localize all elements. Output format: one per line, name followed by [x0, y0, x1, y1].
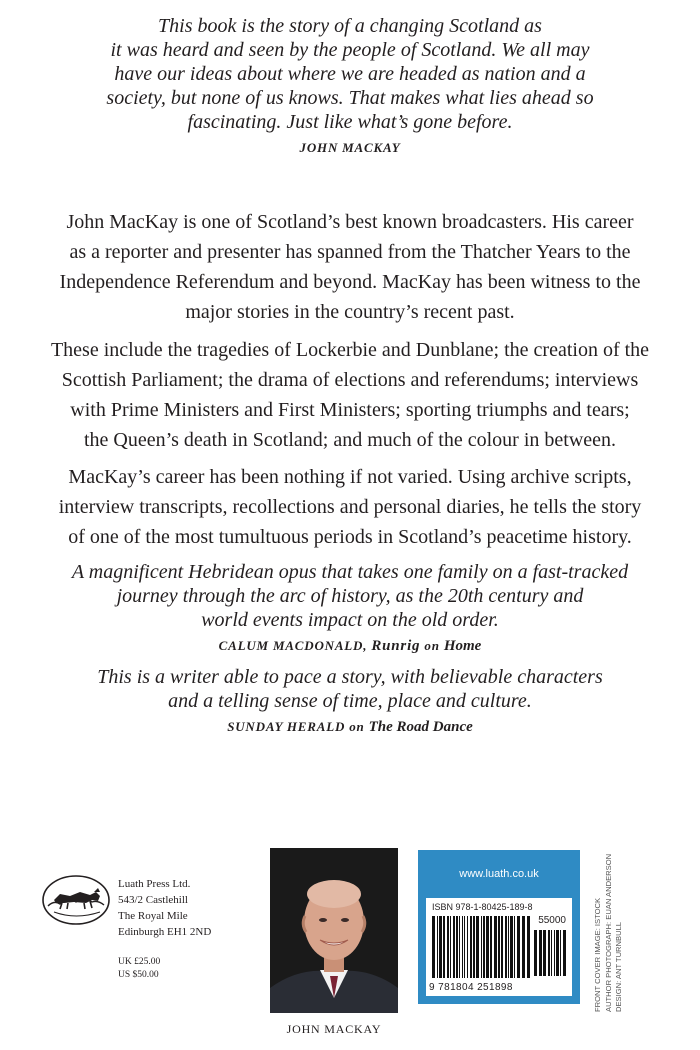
barcode-bar [539, 930, 542, 976]
barcode-bar [501, 916, 503, 978]
blurb-line: interview transcripts, recollections and personal diaries, he tells the story [58, 496, 642, 518]
author-photo-caption-text: JOHN MACKAY [286, 1022, 382, 1036]
barcode-bar [450, 916, 451, 978]
barcode-bar [522, 916, 525, 978]
barcode-bars [432, 916, 532, 978]
barcode-bar [490, 916, 492, 978]
barcode-bar [459, 916, 460, 978]
blurb-line: Scottish Parliament; the drama of elections and referendums; interviews [61, 369, 639, 391]
price-list [118, 956, 160, 982]
barcode-bar [437, 916, 438, 978]
blurb-line: major stories in the country’s recent past. [185, 301, 515, 323]
blurb-paragraph-3 [40, 462, 660, 552]
review-quote-line: A magnificent Hebridean opus that takes one family on a fast-tracked [71, 561, 629, 583]
blurb-line: These include the tragedies of Lockerbie and Dunblane; the creation of the [50, 339, 650, 361]
barcode-bar [456, 916, 458, 978]
addon-barcode-bars [534, 930, 568, 976]
barcode-bar [556, 930, 559, 976]
blurb-paragraph-1 [40, 207, 660, 327]
barcode-bar [462, 916, 463, 978]
quote-top-attribution [40, 136, 660, 160]
review-quote-line: This is a writer able to pace a story, with believable characters [97, 666, 603, 688]
barcode-bar [548, 930, 550, 976]
barcode-bar [563, 930, 566, 976]
publisher-address-line: 543/2 Castlehill [118, 894, 188, 906]
attribution-on: on [349, 719, 365, 734]
blurb-paragraph-2 [40, 335, 660, 455]
isbn-text: ISBN 978-1-80425-189-8 [432, 902, 533, 912]
barcode-bar [510, 916, 513, 978]
author-photo-caption [270, 1022, 398, 1037]
barcode-bar [486, 916, 489, 978]
barcode-bar [551, 930, 552, 976]
author-photo [270, 848, 398, 1013]
barcode-bar [464, 916, 465, 978]
reviewer-name: CALUM MACDONALD, [218, 638, 368, 653]
review-quote-1-attribution [40, 634, 660, 658]
quote-top-line: This book is the story of a changing Scotland as [158, 15, 542, 37]
cover-credits [593, 842, 625, 1012]
quote-top [40, 14, 660, 160]
blurb-line: the Queen’s death in Scotland; and much of the colour in between. [83, 429, 617, 451]
quote-top-line: society, but none of us knows. That makes what lies ahead so [106, 87, 594, 109]
barcode-bar [476, 916, 479, 978]
barcode-bar [505, 916, 507, 978]
barcode-bar [443, 916, 445, 978]
quote-top-line: have our ideas about where we are headed as nation and a [114, 63, 586, 85]
barcode-bar [467, 916, 468, 978]
credit-line: AUTHOR PHOTOGRAPH: EUAN ANDERSON [603, 853, 613, 1012]
quote-top-line: fascinating. Just like what’s gone before. [187, 111, 513, 133]
blurb-line: with Prime Ministers and First Ministers; sporting triumphs and tears; [70, 399, 630, 421]
barcode-bar [453, 916, 455, 978]
publisher-address-line: Luath Press Ltd. [118, 878, 191, 890]
barcode-bar [447, 916, 449, 978]
barcode-bar [481, 916, 482, 978]
barcode-bar [432, 916, 435, 978]
author-portrait-icon [270, 848, 398, 1013]
barcode-bar [473, 916, 475, 978]
blurb-line: Independence Referendum and beyond. MacKay has been witness to the [59, 271, 641, 293]
barcode-bar [498, 916, 500, 978]
barcode-panel [418, 850, 580, 1004]
blurb-line: MacKay’s career has been nothing if not varied. Using archive scripts, [68, 466, 632, 488]
reviewer-band: Runrig [371, 638, 421, 654]
price-uk: UK £25.00 [118, 957, 161, 967]
barcode-bar [534, 930, 537, 976]
review-quote-line: and a telling sense of time, place and culture. [168, 690, 532, 712]
review-quote-2-attribution [40, 715, 660, 739]
price-code: 55000 [538, 915, 566, 926]
barcode-bar [527, 916, 530, 978]
publisher-address-line: Edinburgh EH1 2ND [118, 926, 212, 938]
referenced-title: The Road Dance [368, 719, 473, 735]
barcode-area [426, 898, 572, 996]
blurb-line: of one of the most tumultuous periods in Scotland’s peacetime history. [68, 526, 632, 548]
barcode-bar [517, 916, 520, 978]
barcode-bar [470, 916, 472, 978]
blurb-line: as a reporter and presenter has spanned from the Thatcher Years to the [69, 241, 631, 263]
review-quote-2 [40, 665, 660, 739]
barcode-bar [508, 916, 509, 978]
review-quote-line: world events impact on the old order. [201, 609, 499, 631]
publisher-url: www.luath.co.uk [459, 868, 539, 880]
barcode-bar [439, 916, 442, 978]
publisher-address [118, 876, 238, 940]
barcode-bar [514, 916, 515, 978]
publisher-address-line: The Royal Mile [118, 910, 188, 922]
barcode-bar [543, 930, 546, 976]
review-quote-1 [40, 560, 660, 658]
credit-line: FRONT COVER IMAGE: ISTOCK [593, 897, 602, 1012]
barcode-bar [483, 916, 485, 978]
luath-dog-logo-icon [40, 870, 112, 930]
barcode-bar [554, 930, 555, 976]
reviewer-name: SUNDAY HERALD [227, 719, 346, 734]
ean-digits: 9 781804 251898 [429, 982, 513, 993]
blurb-line: John MacKay is one of Scotland’s best known broadcasters. His career [66, 211, 634, 233]
barcode-bar [560, 930, 561, 976]
price-us: US $50.00 [118, 970, 159, 980]
barcode-bar [494, 916, 497, 978]
referenced-title: Home [443, 638, 482, 654]
quote-top-line: it was heard and seen by the people of Scotland. We all may [110, 39, 590, 61]
credit-line: DESIGN: ANT TURNBULL [614, 921, 623, 1012]
quote-top-attribution-name: JOHN MACKAY [299, 140, 401, 155]
attribution-on: on [424, 638, 440, 653]
review-quote-line: journey through the arc of history, as the 20th century and [116, 585, 584, 607]
